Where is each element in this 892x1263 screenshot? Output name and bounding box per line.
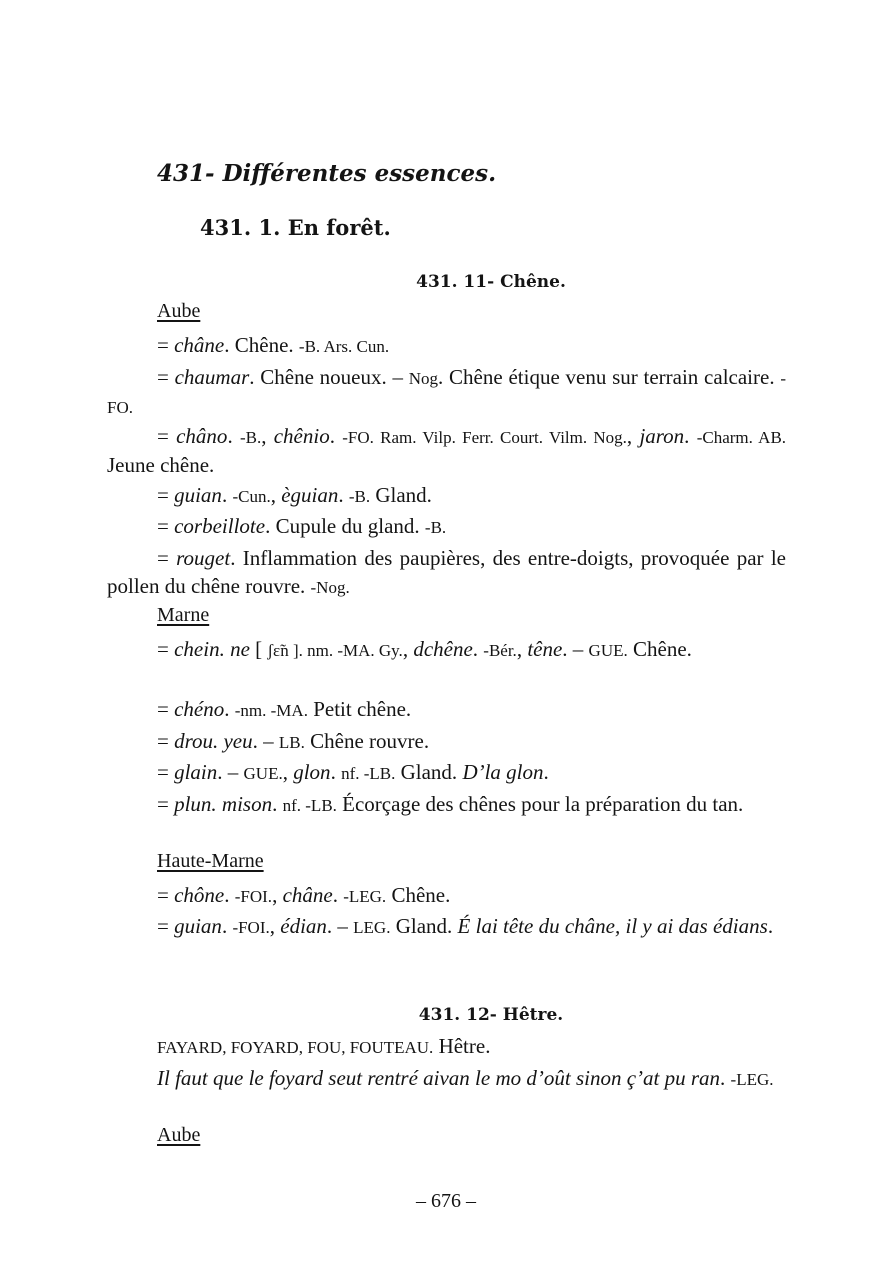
section-heading: 431. 1. En forêt. <box>200 215 391 240</box>
subsection-heading-hetre: 431. 12- Hêtre. <box>418 1005 564 1025</box>
entry-plun-mison: = plun. mison. nf. -LB. Écorçage des chênes pour la préparation du tan. <box>157 792 744 816</box>
entry-drou-yeu: = drou. yeu. – LB. Chêne rouvre. <box>157 729 430 753</box>
region-label-marne: Marne <box>157 604 210 626</box>
entry-foyard-quote: Il faut que le foyard seut rentré aivan le mo d’oût sinon ç’at pu ran. -LEG. <box>157 1066 774 1090</box>
entry-rouget: = rouget. Inflammation des paupières, des entre-doigts, provoquée par le pollen du chêne rouvre. -Nog. <box>107 546 786 598</box>
entry-chone: = chône. -FOI., châne. -LEG. Chêne. <box>157 883 451 907</box>
entry-guian: = guian. -Cun., èguian. -B. Gland. <box>157 483 432 507</box>
entry-guian-edian: = guian. -FOI., édian. – LEG. Gland. É lai tête du châne, il y ai das édians. <box>157 914 774 938</box>
entry-glain: = glain. – GUE., glon. nf. -LB. Gland. D’la glon. <box>157 760 549 784</box>
entry-chaumar: = chaumar. Chêne noueux. – Nog. Chêne étique venu sur terrain calcaire. -FO. <box>107 365 786 417</box>
entry-corbeillote: = corbeillote. Cupule du gland. -B. <box>157 514 447 538</box>
entry-cheno: = chéno. -nm. -MA. Petit chêne. <box>157 697 412 721</box>
region-label-haute-marne: Haute-Marne <box>157 850 264 872</box>
region-label-aube-2: Aube <box>157 1124 201 1146</box>
chapter-heading: 431- Différentes essences. <box>157 160 497 187</box>
entry-chane: = châne. Chêne. -B. Ars. Cun. <box>157 333 390 357</box>
entry-chein-ne: = chein. ne [ ʃɛ̃n ]. nm. -MA. Gy., dchêne. -Bér., têne. – GUE. Chêne. <box>157 637 692 661</box>
entry-fayard: FAYARD, FOYARD, FOU, FOUTEAU. Hêtre. <box>157 1034 491 1058</box>
page-number: – 676 – <box>416 1190 476 1212</box>
region-label-aube: Aube <box>157 300 201 322</box>
subsection-heading-chene: 431. 11- Chêne. <box>416 272 566 292</box>
entry-chano: = châno. -B., chênio. -FO. Ram. Vilp. Ferr. Court. Vilm. Nog., jaron. -Charm. AB. Jeune chêne. <box>107 424 787 477</box>
